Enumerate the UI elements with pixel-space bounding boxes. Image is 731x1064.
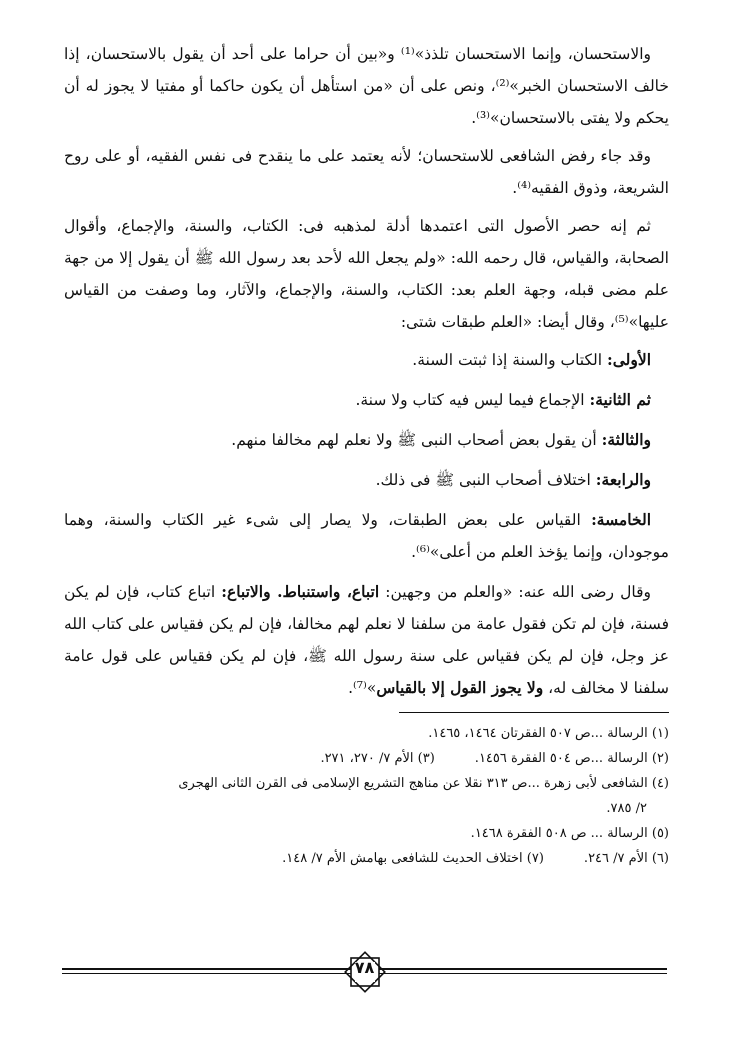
level-2	[64, 384, 669, 416]
level-3	[64, 424, 669, 456]
footnote-7: (٧) اختلاف الحديث للشافعى بهامش الأم ٧/ ١٤٨.	[282, 851, 544, 866]
level-label: الخامسة:	[591, 510, 651, 529]
paragraph-2: وقد جاء رفض الشافعى للاستحسان؛ لأنه يعتمد على ما ينقدح فى نفس الفقيه، أو على روح الشريعة، وذوق الفقيه⁽⁴⁾.	[64, 147, 669, 197]
level-text: أن يقول بعض أصحاب النبى ﷺ ولا نعلم لهم مخالفا منهم.	[231, 431, 602, 449]
level-label: والرابعة:	[595, 470, 651, 489]
main-text	[64, 38, 669, 704]
level-text: الإجماع فيما ليس فيه كتاب ولا سنة.	[355, 391, 590, 409]
level-4	[64, 464, 669, 496]
level-text: القياس على بعض الطبقات، ولا يصار إلى شىء غير الكتاب والسنة، وهما موجودان، وإنما يؤخذ العلم من أعلى»⁽⁶⁾.	[64, 511, 669, 561]
final-bold-1: اتباع، واستنباط. والاتباع:	[221, 582, 380, 601]
footnote-3: (٣) الأم ٧/ ٢٧٠، ٢٧١.	[320, 751, 435, 766]
footnote-6: (٦) الأم ٧/ ٢٤٦.	[583, 851, 669, 866]
page-footer	[62, 952, 667, 992]
page-number: ٧٨	[354, 958, 375, 977]
footnote-2: (٢) الرسالة ...ص ٥٠٤ الفقرة ١٤٥٦.	[474, 751, 669, 766]
paragraph-final	[64, 576, 669, 704]
footnotes	[64, 721, 669, 871]
footnote-5: (٥) الرسالة ... ص ٥٠٨ الفقرة ١٤٦٨.	[470, 826, 669, 841]
footnote-divider	[399, 712, 669, 713]
paragraph-3: ثم إنه حصر الأصول التى اعتمدها أدلة لمذهبه فى: الكتاب، والسنة، والإجماع، وأقوال الصحابة، والقياس، قال رحمه الله: «ولم يجعل الله لأحد بعد رسول الله ﷺ أن يقول إلا من جهة علم مضى قبله، وجهة العلم بعد: الكتاب، والسنة، والإجماع، والآثار، وما وصفت من القياس عليها»⁽⁵⁾، وقال أيضا: «العلم طبقات شتى:	[64, 217, 669, 331]
level-1	[64, 344, 669, 376]
final-middle: اتباع كتاب، فإن لم يكن فسنة، فإن لم تكن فقول عامة من سلفنا لا نعلم لهم مخالفا، فإن لم يكن فقياس على كتاب الله عز وجل، فإن لم يكن فقياس على سنة رسول الله ﷺ، فإن لم يكن فقياس على قول عامة سلفنا لا مخالف له،	[64, 583, 669, 697]
footnote-4-text: (٤) الشافعى لأبى زهرة ...ص ٣١٣ نقلا عن مناهج التشريع الإسلامى فى القرن الثانى الهجرى	[178, 776, 669, 791]
final-intro: وقال رضى الله عنه: «والعلم من وجهين:	[379, 583, 651, 601]
level-5	[64, 504, 669, 568]
level-label: ثم الثانية:	[589, 390, 651, 409]
final-bold-2: ولا يجوز القول إلا بالقياس	[376, 678, 544, 697]
level-text: اختلاف أصحاب النبى ﷺ فى ذلك.	[375, 471, 596, 489]
final-end: »⁽⁷⁾.	[348, 679, 377, 697]
footnote-row-6-7	[64, 846, 669, 871]
footnote-row-2-3	[64, 746, 669, 771]
paragraph-1: والاستحسان، وإنما الاستحسان تلذذ»⁽¹⁾ و«بين أن حراما على أحد أن يقول بالاستحسان، إذا خالف الاستحسان الخبر»⁽²⁾، ونص على أن «من استأهل أن يكون حاكما أو مفتيا لا يجوز له أن يحكم ولا يفتى بالاستحسان»⁽³⁾.	[64, 45, 669, 127]
footnote-1: (١) الرسالة ...ص ٥٠٧ الفقرتان ١٤٦٤، ١٤٦٥.	[428, 726, 669, 741]
level-text: الكتاب والسنة إذا ثبتت السنة.	[412, 351, 607, 369]
level-label: الأولى:	[607, 350, 651, 369]
footnote-4	[64, 771, 669, 821]
footnote-4-continuation: ٢/ ٧٨٥.	[606, 801, 647, 816]
level-label: والثالثة:	[601, 430, 651, 449]
